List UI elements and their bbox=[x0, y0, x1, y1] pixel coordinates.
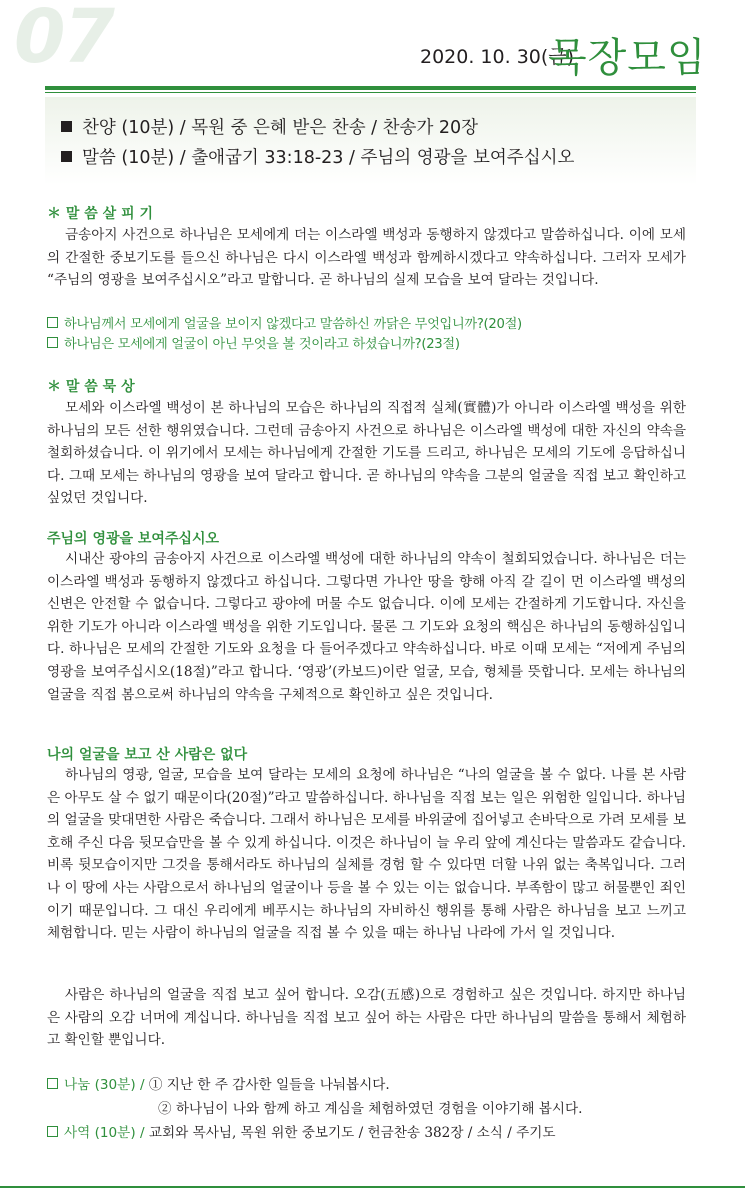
question-2-text: 하나님은 모세에게 얼굴이 아닌 무엇을 볼 것이라고 하셨습니까?(23절) bbox=[64, 337, 460, 352]
question-1 bbox=[47, 313, 522, 332]
square-bullet-icon bbox=[61, 151, 72, 162]
share-item-2: ② 하나님이 나와 함께 하고 계심을 체험하였던 경험을 이야기해 봅시다. bbox=[158, 1101, 583, 1117]
question-2 bbox=[47, 333, 460, 352]
bottom-divider bbox=[0, 1186, 745, 1188]
checkbox-square-icon bbox=[47, 317, 58, 328]
square-bullet-icon bbox=[61, 121, 72, 132]
agenda-praise bbox=[61, 114, 478, 139]
header-divider bbox=[45, 86, 696, 90]
share-label: 나눔 (30분) / bbox=[64, 1077, 145, 1093]
meeting-date: 2020. 10. 30(금) bbox=[420, 46, 575, 68]
section-body-face-2: 사람은 하나님의 얼굴을 직접 보고 싶어 합니다. 오감(五感)으로 경험하고 싶은 것입니다. 하지만 하나님은 사람의 오감 너머에 계십니다. 하나님을 직접 보고 싶어 하는 사람은 다만 하나님의 말씀을 통해서 체험하고 확인할 뿐입니다. bbox=[47, 987, 686, 1049]
agenda-word-text: 말씀 (10분) / 출애굽기 33:18-23 / 주님의 영광을 보여주십시오 bbox=[82, 148, 575, 168]
agenda-word bbox=[61, 144, 574, 169]
section-title-observe: ＊ 말 씀 살 피 기 bbox=[47, 206, 153, 222]
checkbox-square-icon bbox=[47, 1078, 58, 1089]
section-body-meditate: 모세와 이스라엘 백성이 본 하나님의 모습은 하나님의 직접적 실체(實體)가 아니라 이스라엘 백성을 위한 하나님의 모든 선한 행위였습니다. 그런데 금송아지 사건으로 하나님은 이스라엘 백성에 대한 자신의 약속을 철회하셨습니다. 이 위기에서 모세는 하나님에게 간절한 기도를 드리고, 하나님은 모세의 기도에 응답하십니다. 그때 모세는 하나님의 영광을 보여 달라고 합니다. 곧 하나님의 약속을 그분의 얼굴을 직접 보고 확인하고 싶었던 것입니다. bbox=[47, 400, 686, 507]
section-body-face: 하나님의 영광, 얼굴, 모습을 보여 달라는 모세의 요청에 하나님은 “나의 얼굴을 볼 수 없다. 나를 본 사람은 아무도 살 수 없기 때문이다(20절)”라고 말씀하십니다. 하나님을 직접 보는 일은 위험한 일입니다. 하나님의 얼굴을 맞대면한 사람은 죽습니다. 그래서 하나님은 모세를 바위굴에 집어넣고 손바닥으로 가려 모세를 보호해 주신 다음 뒷모습만을 볼 수 있게 하십니다. 이것은 하나님이 늘 우리 앞에 계신다는 말씀과도 같습니다. 비록 뒷모습이지만 그것을 통해서라도 하나님의 실체를 경험 할 수 있다면 더할 나위 없는 축복입니다. 그러나 이 땅에 사는 사람으로서 하나님의 얼굴이나 등을 볼 수 있는 이는 없습니다. 부족함이 많고 허물뿐인 죄인이기 때문입니다. 그 대신 우리에게 베푸시는 하나님의 자비하신 행위를 통해 사람은 하나님을 보고 느끼고 체험합니다. 믿는 사람이 하나님의 얼굴을 직접 볼 수 있을 때는 하나님 나라에 가서 일 것입니다. bbox=[47, 767, 686, 942]
mission-text: 교회와 목사님, 목원 위한 중보기도 / 헌금찬송 382장 / 소식 / 주기도 bbox=[148, 1125, 556, 1141]
checkbox-square-icon bbox=[47, 1126, 58, 1137]
checkbox-square-icon bbox=[47, 337, 58, 348]
footer-share bbox=[47, 1073, 390, 1093]
question-1-text: 하나님께서 모세에게 얼굴을 보이지 않겠다고 말씀하신 까닭은 무엇입니까?(20절) bbox=[64, 317, 522, 332]
footer-share-2 bbox=[158, 1097, 583, 1117]
page-title: 목장모임 bbox=[548, 35, 707, 81]
share-item-1: ① 지난 한 주 감사한 일들을 나눠봅시다. bbox=[148, 1077, 390, 1093]
section-body-glory: 시내산 광야의 금송아지 사건으로 이스라엘 백성에 대한 하나님의 약속이 철회되었습니다. 하나님은 더는 이스라엘 백성과 동행하지 않겠다고 하십니다. 그렇다면 가나안 땅을 향해 아직 갈 길이 먼 이스라엘 백성의 신변은 안전할 수 없습니다. 그렇다고 광야에 머물 수도 없습니다. 이에 모세는 간절하게 기도합니다. 자신을 위한 기도가 아니라 이스라엘 백성을 위한 기도입니다. 물론 그 기도와 요청의 핵심은 하나님의 동행하심입니다. 하나님은 모세의 간절한 기도와 요청을 다 들어주겠다고 약속하십니다. 바로 이때 모세는 “저에게 주님의 영광을 보여주십시오(18절)”라고 합니다. ‘영광’(카보드)이란 얼굴, 모습, 형체를 뜻합니다. 모세는 하나님의 얼굴을 직접 봄으로써 하나님의 약속을 구체적으로 확인하고 싶은 것입니다. bbox=[47, 551, 686, 703]
section-body-observe: 금송아지 사건으로 하나님은 모세에게 더는 이스라엘 백성과 동행하지 않겠다고 말씀하십니다. 이에 모세의 간절한 중보기도를 들으신 하나님은 다시 이스라엘 백성과 함께하시겠다고 약속하십니다. 그러자 모세가 “주님의 영광을 보여주십시오”라고 말합니다. 곧 하나님의 실제 모습을 보여 달라는 것입니다. bbox=[47, 227, 686, 289]
header-divider-thin bbox=[45, 92, 696, 93]
section-title-face: 나의 얼굴을 보고 산 사람은 없다 bbox=[47, 747, 248, 763]
section-title-meditate: ＊ 말 씀 묵 상 bbox=[47, 379, 135, 395]
footer-mission bbox=[47, 1121, 556, 1141]
mission-label: 사역 (10분) / bbox=[64, 1125, 145, 1141]
agenda-praise-text: 찬양 (10분) / 목원 중 은혜 받은 찬송 / 찬송가 20장 bbox=[82, 118, 479, 138]
page-number: 07 bbox=[14, 0, 113, 80]
section-title-glory: 주님의 영광을 보여주십시오 bbox=[47, 531, 220, 547]
agenda-box bbox=[45, 97, 696, 185]
